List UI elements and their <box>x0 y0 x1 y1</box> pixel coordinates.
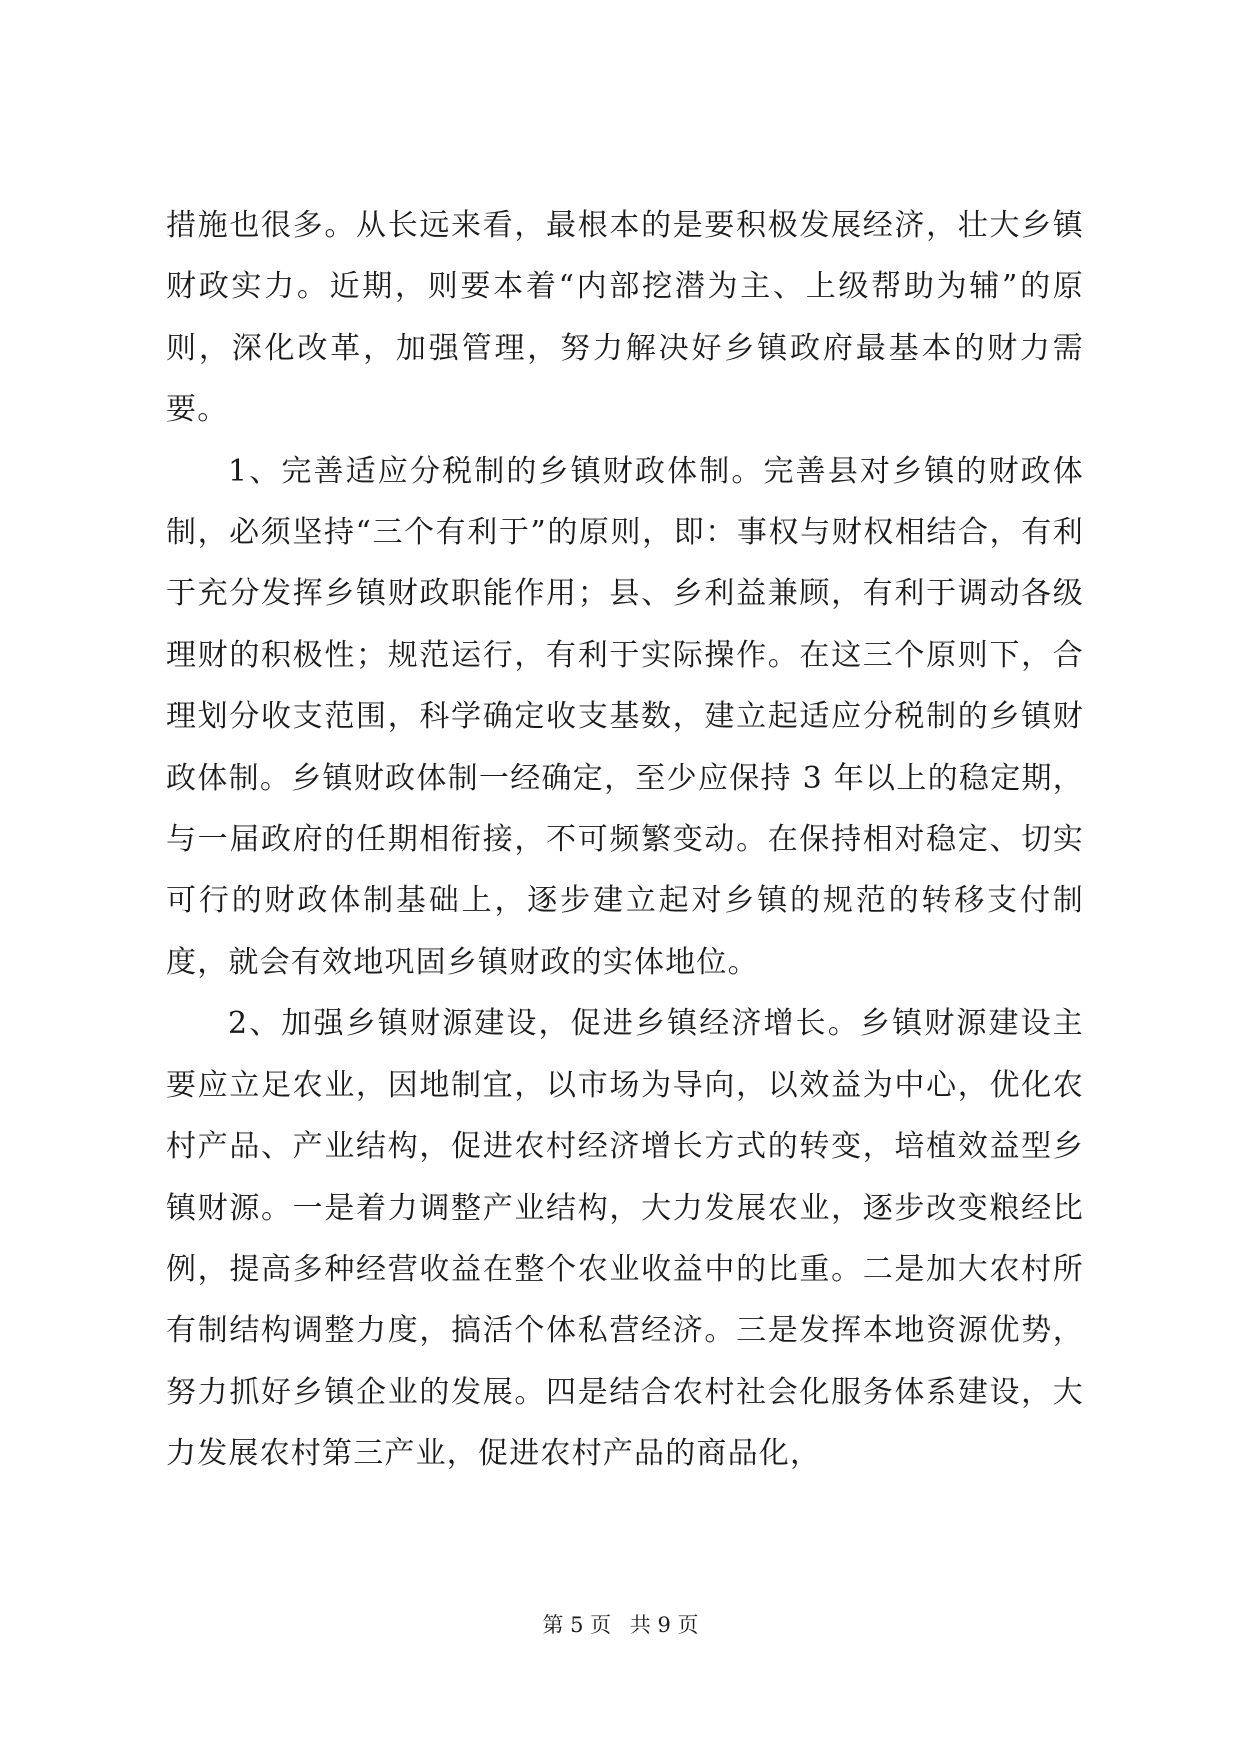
page-number: 第 5 页 <box>542 1613 612 1637</box>
document-body <box>166 195 1084 1485</box>
page-footer <box>0 1610 1241 1640</box>
paragraph-point-2: 2、加强乡镇财源建设，促进乡镇经济增长。乡镇财源建设主要应立足农业，因地制宜，以市场为导向，以效益为中心，优化农村产品、产业结构，促进农村经济增长方式的转变，培植效益型乡镇财源。一是着力调整产业结构，大力发展农业，逐步改变粮经比例，提高多种经营收益在整个农业收益中的比重。二是加大农村所有制结构调整力度，搞活个体私营经济。三是发挥本地资源优势，努力抓好乡镇企业的发展。四是结合农村社会化服务体系建设，大力发展农村第三产业，促进农村产品的商品化， <box>166 1006 1084 1472</box>
paragraph-point-1: 1、完善适应分税制的乡镇财政体制。完善县对乡镇的财政体制，必须坚持“三个有利于”的原则，即：事权与财权相结合，有利于充分发挥乡镇财政职能作用；县、乡利益兼顾，有利于调动各级理财的积极性；规范运行，有利于实际操作。在这三个原则下，合理划分收支范围，科学确定收支基数，建立起适应分税制的乡镇财政体制。乡镇财政体制一经确定，至少应保持 3 年以上的稳定期，与一届政府的任期相衔接，不可频繁变动。在保持相对稳定、切实可行的财政体制基础上，逐步建立起对乡镇的规范的转移支付制度，就会有效地巩固乡镇财政的实体地位。 <box>166 453 1084 980</box>
paragraph-continuation: 措施也很多。从长远来看，最根本的是要积极发展经济，壮大乡镇财政实力。近期，则要本着“内部挖潜为主、上级帮助为辅”的原则，深化改革，加强管理，努力解决好乡镇政府最基本的财力需要。 <box>166 208 1084 428</box>
page-total: 共 9 页 <box>629 1613 699 1637</box>
